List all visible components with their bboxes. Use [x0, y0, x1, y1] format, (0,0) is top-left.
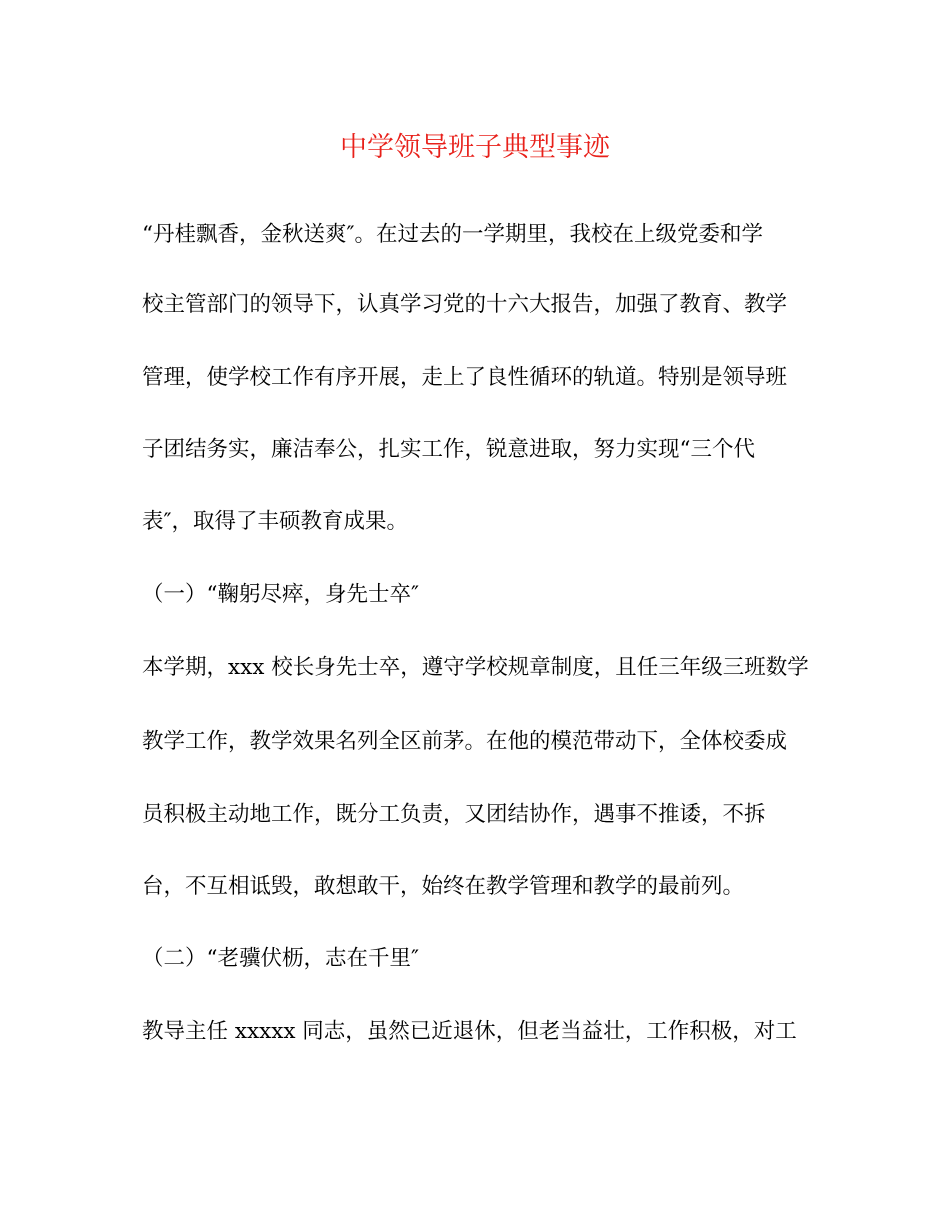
paragraph-line-6: 本学期，xxx 校长身先士卒，遵守学校规章制度，且任三年级三班数学 — [142, 655, 809, 680]
paragraph-line-10: 教导主任 xxxxx 同志，虽然已近退休，但老当益壮，工作积极，对工 — [142, 1019, 797, 1044]
section-heading-1: （一）“鞠躬尽瘁，身先士卒″ — [142, 582, 420, 607]
paragraph-line-5: 表″，取得了丰硕教育成果。 — [142, 509, 409, 534]
paragraph-line-4: 子团结务实，廉洁奉公，扎实工作，锐意进取，努力实现“三个代 — [142, 437, 755, 462]
section-heading-2: （二）“老骥伏枥，志在千里″ — [142, 946, 420, 971]
paragraph-line-9: 台，不互相诋毁，敢想敢干，始终在教学管理和教学的最前列。 — [142, 874, 745, 899]
paragraph-line-3: 管理，使学校工作有序开展，走上了良性循环的轨道。特别是领导班 — [142, 365, 788, 390]
paragraph-line-1: “丹桂飘香，金秋送爽″。在过去的一学期里，我校在上级党委和学 — [142, 222, 764, 247]
paragraph-line-8: 员积极主动地工作，既分工负责，又团结协作，遇事不推诿，不拆 — [142, 802, 766, 827]
paragraph-line-7: 教学工作，教学效果名列全区前茅。在他的模范带动下，全体校委成 — [142, 729, 788, 754]
document-title: 中学领导班子典型事迹 — [340, 132, 610, 163]
paragraph-line-2: 校主管部门的领导下，认真学习党的十六大报告，加强了教育、教学 — [142, 292, 788, 317]
